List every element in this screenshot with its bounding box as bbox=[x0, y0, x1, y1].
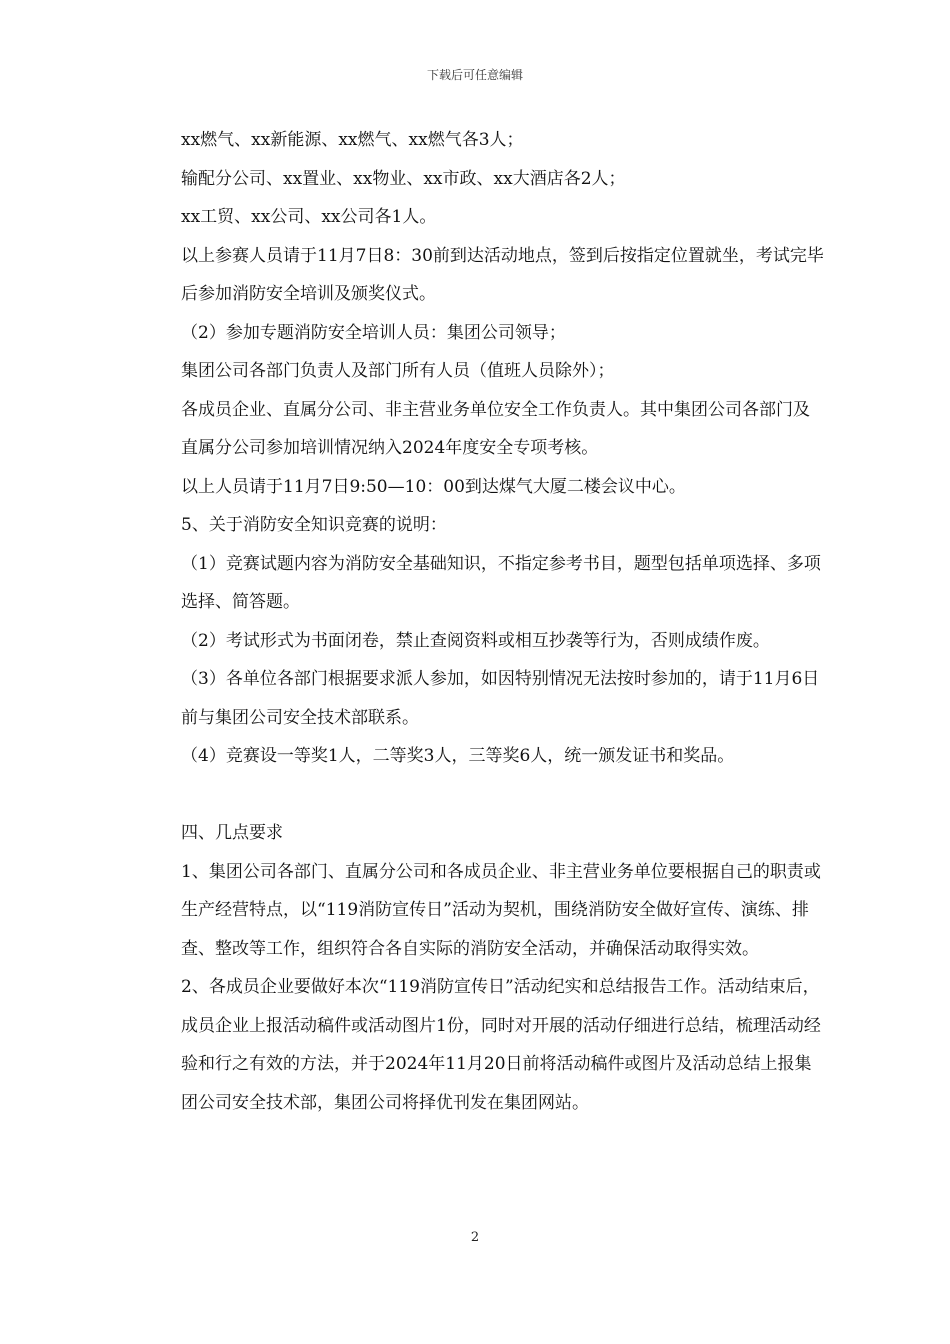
paragraph: 1、集团公司各部门、直属分公司和各成员企业、非主营业务单位要根据自己的职责或生产经营特点，以“119消防宣传日”活动为契机，围绕消防安全做好宣传、演练、排查、整改等工作，组织符合各自实际的消防安全活动，并确保活动取得实效。 bbox=[181, 861, 821, 959]
paragraph: 以上参赛人员请于11月7日8：30前到达活动地点，签到后按指定位置就坐，考试完毕后参加消防安全培训及颁奖仪式。 bbox=[181, 245, 824, 304]
section-heading: 四、几点要求 bbox=[181, 823, 283, 843]
page-header: 下载后可任意编辑 bbox=[426, 68, 523, 82]
paragraph: （3）各单位各部门根据要求派人参加，如因特别情况无法按时参加的，请于11月6日前与集团公司安全技术部联系。 bbox=[181, 669, 820, 728]
paragraph: 2、各成员企业要做好本次“119消防宣传日”活动纪实和总结报告工作。活动结束后，成员企业上报活动稿件或活动图片1份，同时对开展的活动仔细进行总结，梳理活动经验和行之有效的方法，并于2024年11月20日前将活动稿件或图片及活动总结上报集团公司安全技术部，集团公司将择优刊发在集团网站。 bbox=[181, 977, 821, 1113]
page-number: 2 bbox=[470, 1230, 480, 1245]
paragraph: 各成员企业、直属分公司、非主营业务单位安全工作负责人。其中集团公司各部门及直属分公司参加培训情况纳入2024年度安全专项考核。 bbox=[181, 399, 810, 458]
document-body bbox=[145, 121, 825, 1122]
paragraph: 输配分公司、xx置业、xx物业、xx市政、xx大酒店各2人； bbox=[181, 168, 626, 189]
paragraph: 集团公司各部门负责人及部门所有人员（值班人员除外）； bbox=[181, 361, 615, 381]
blank-line bbox=[145, 776, 825, 815]
paragraph: 以上人员请于11月7日9:50—10：00到达煤气大厦二楼会议中心。 bbox=[181, 476, 686, 497]
paragraph: xx工贸、xx公司、xx公司各1人。 bbox=[181, 207, 437, 227]
section-heading: 5、关于消防安全知识竞赛的说明： bbox=[181, 515, 447, 535]
paragraph: （2）考试形式为书面闭卷，禁止查阅资料或相互抄袭等行为，否则成绩作废。 bbox=[181, 630, 770, 651]
paragraph: （2）参加专题消防安全培训人员：集团公司领导； bbox=[181, 322, 566, 343]
paragraph: （4）竞赛设一等奖1人，二等奖3人，三等奖6人，统一颁发证书和奖品。 bbox=[181, 746, 735, 766]
paragraph: xx燃气、xx新能源、xx燃气、xx燃气各3人； bbox=[181, 130, 524, 150]
paragraph: （1）竞赛试题内容为消防安全基础知识，不指定参考书目，题型包括单项选择、多项选择、简答题。 bbox=[181, 553, 821, 612]
